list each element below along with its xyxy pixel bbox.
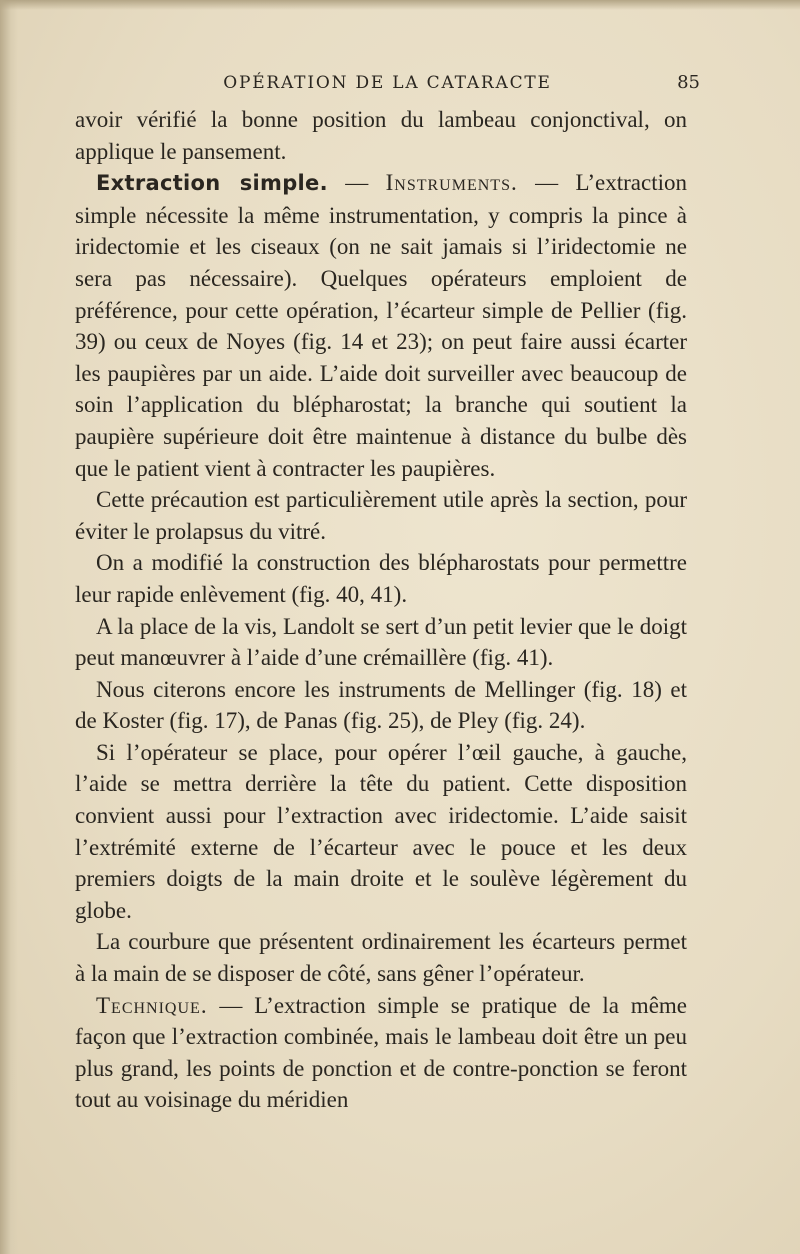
paragraph-4: On a modifié la construction des blépharostats pour permettre leur rapide enlèvement (fig. 40, 41). (75, 550, 687, 607)
section-title-extraction-simple: Extraction simple. (96, 171, 328, 196)
page-binding-shadow (0, 0, 18, 1254)
subsection-label-instruments: Instruments. (385, 170, 518, 196)
dash-separator: — (327, 170, 386, 196)
paragraph-5: A la place de la vis, Landolt se sert d’un petit levier que le doigt peut manœuvrer à l’aide d’une crémaillère (fig. 41). (75, 613, 687, 671)
paragraph-2 (75, 167, 687, 484)
paragraph-9-text: L’extraction simple se pratique de la même façon que l’extraction combinée, mais le lambeau doit être un peu plus grand, les points de ponction et de contre-ponction se feront tout au voisinage du méridien (75, 992, 688, 1113)
paragraph-6: Nous citerons encore les instruments de Mellinger (fig. 18) et de Koster (fig. 17), de Panas (fig. 25), de Pley (fig. 24). (75, 676, 687, 734)
paragraph-1: avoir vérifié la bonne position du lambeau conjonctival, on applique le pansement. (75, 107, 687, 164)
page-header (75, 68, 700, 98)
subsection-label-technique: Technique. (96, 992, 208, 1018)
paragraph-7: Si l’opérateur se place, pour opérer l’œil gauche, à gauche, l’aide se mettra derrière la tête du patient. Cette disposition convient aussi pour l’extraction avec iridectomie. L’aide saisit l’extrémité externe de l’écarteur avec le pouce et les deux premiers doigts de la main droite et le soulève légèrement du globe. (75, 739, 687, 923)
paragraph-2-text: L’extraction simple nécessite la même instrumentation, y compris la pince à iridectomie et les ciseaux (on ne sait jamais si l’iridectomie ne sera pas nécessaire). Quelques opérateurs emploient de préférence, pour cette opération, l’écarteur simple de Pellier (fig. 39) ou ceux de Noyes (fig. 14 et 23); on peut faire aussi écarter les paupières par un aide. L’aide doit surveiller avec beaucoup de soin l’application du blépharostat; la branche qui soutient la paupière supérieure doit être maintenue à distance du bulbe dès que le patient vient à contracter les paupières. (75, 170, 688, 481)
running-title: OPÉRATION DE LA CATARACTE (223, 73, 552, 93)
dash-separator: — (517, 170, 576, 196)
page-top-shadow (0, 0, 800, 10)
paragraph-8: La courbure que présentent ordinairement les écarteurs permet à la main de se disposer de côté, sans gêner l’opérateur. (75, 929, 687, 987)
page-number: 85 (677, 72, 700, 93)
body-text (75, 104, 687, 1116)
dash-separator: — (207, 992, 255, 1018)
paragraph-3: Cette précaution est particulièrement utile après la section, pour éviter le prolapsus du vitré. (75, 487, 687, 544)
paragraph-9 (75, 990, 687, 1116)
